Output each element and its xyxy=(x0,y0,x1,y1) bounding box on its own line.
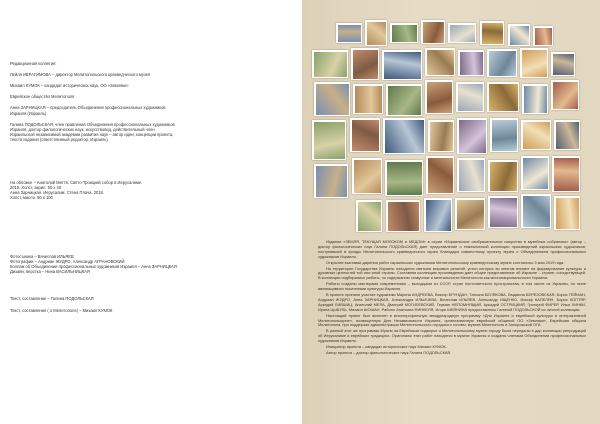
line: Израиля, доктор филологических наук, искусствовед, действительный член xyxy=(10,126,155,132)
painting-thumbnail xyxy=(521,156,549,190)
painting-thumbnail xyxy=(386,200,420,232)
painting-thumbnail xyxy=(352,158,382,194)
line: Анна ЗАРНИЦКАЯ – председатель Объединения профессиональных художников xyxy=(10,105,166,111)
painting-thumbnail xyxy=(551,80,579,110)
painting-thumbnail xyxy=(508,24,530,46)
painting-thumbnail xyxy=(336,23,362,43)
line: Дизайн, верстка – Нина ВАСИЛЬНИЦКАЯ xyxy=(10,269,90,275)
painting-thumbnail xyxy=(312,120,346,160)
painting-thumbnail xyxy=(314,82,350,116)
painting-thumbnail xyxy=(350,118,380,152)
line: Редакционная коллегия: xyxy=(10,61,57,66)
line: 2019. Холст, акрил. 50 х 40 xyxy=(10,185,62,191)
line: Фотосъемка – Вячеслав ИЛЬЯЕВ xyxy=(10,254,74,259)
painting-thumbnail xyxy=(480,21,504,45)
painting-thumbnail xyxy=(455,198,485,230)
painting-thumbnail xyxy=(554,196,580,230)
painting-thumbnail xyxy=(426,156,454,194)
painting-thumbnail xyxy=(522,84,548,114)
line: Израильской независимой академии развития наук – автор идеи, концепции проекта, xyxy=(10,131,174,137)
painting-thumbnail xyxy=(521,194,551,228)
paragraph: Открытие выставки-дарения работ израильских художников Мелитопольскому краеведческому музею состоялось 3 мая 2019 года. xyxy=(326,259,565,265)
paragraph: Настоящий проект был включен в многопрофильную международную программу «Дни Израиля и еврейской культуры в интерактивной Мелитопольщине», посвященную Дню Независимости Израиля, организованную еврейской общиной ОО «Земляки», Еврейская община Мелитополя, при поддержке администрации Мелитопольского городского головы, музеев Мелитополя и Запорожской ОГА. xyxy=(318,312,586,328)
painting-thumbnail xyxy=(314,164,348,198)
line: Лейля ИБРАГИМОВА – директор Мелитопольского краеведческого музея xyxy=(10,72,151,78)
painting-thumbnail xyxy=(457,158,485,192)
paragraph: В разный этот же программы Музею на Еврейском подворье и Мелитопольскому музею городу были переданы в дар коллекции репродукций об Иерусалиме и еврейских традициях. Оригиналы этих работ находятся в музеях Украины и созданы членами Объединения профессиональных художников Израиля. xyxy=(318,328,586,344)
painting-thumbnail xyxy=(520,48,548,78)
painting-thumbnail xyxy=(351,48,379,80)
painting-collage xyxy=(312,20,594,235)
paragraph: На территории Государства Израиль находятся святыни мировых религий, устои которых во многом влияют на формирование культуры и духовных ценностей той или иной страны. Составляя коллекцию произведения дает общее представление об Израиле – стране, соседствующей. В коллекции подбирались работы, по содержанию созвучные и ментальности Мелитополя как многонациональности Украины. xyxy=(318,265,586,281)
painting-thumbnail xyxy=(457,118,487,154)
painting-thumbnail xyxy=(551,52,575,76)
painting-thumbnail xyxy=(490,118,518,152)
painting-thumbnail xyxy=(456,82,484,112)
line: Текст, составление ( о Мелитополе) – Михаил КУМОК xyxy=(10,308,113,313)
painting-thumbnail xyxy=(312,50,348,78)
line: Текст, составление – Галина ПОДОЛЬСКАЯ xyxy=(10,296,94,301)
painting-thumbnail xyxy=(521,120,551,150)
painting-thumbnail xyxy=(383,118,425,154)
paragraph: Инициатор проекта – кандидат исторических наук Михаил КУМОК. xyxy=(326,344,447,350)
line: Коллаж об Объединении профессиональных художников Израиля – Анна ЗАРНИЦКАЯ xyxy=(10,264,177,270)
painting-thumbnail xyxy=(488,196,518,228)
painting-thumbnail xyxy=(552,156,580,192)
painting-thumbnail xyxy=(554,120,580,150)
painting-thumbnail xyxy=(424,198,452,232)
painting-thumbnail xyxy=(421,20,445,44)
painting-thumbnail xyxy=(356,200,382,232)
painting-thumbnail xyxy=(425,48,455,76)
painting-thumbnail xyxy=(386,84,422,116)
painting-thumbnail xyxy=(365,20,387,46)
painting-thumbnail xyxy=(448,23,476,43)
line: Израиля (Израиль) xyxy=(10,110,47,116)
painting-thumbnail xyxy=(390,23,418,43)
painting-thumbnail xyxy=(428,120,454,152)
painting-thumbnail xyxy=(533,26,553,46)
line: На обложке – Анатолий Миттв. Свято-Троицкий собор в Иерусалиме. xyxy=(10,180,143,185)
painting-thumbnail xyxy=(488,160,518,192)
paragraph: Работы созданы мастерами современники – выходцами из СССР, стран постсоветского пространства, в том числе из Украины, но ныне являющимися носителями культуры Израиля. xyxy=(318,281,586,292)
painting-thumbnail xyxy=(425,80,453,114)
line: Анна Зарницкая. Иерусалим. Стена Плача. 2018. xyxy=(10,190,104,196)
line: Галина ПОДОЛЬСКАЯ, член правления Объединения профессиональных художников xyxy=(10,121,175,127)
intro-text xyxy=(318,240,586,357)
painting-thumbnail xyxy=(382,50,422,80)
painting-thumbnail xyxy=(458,50,484,76)
line: текста издания (ответственный редактор, Израиль) xyxy=(10,136,108,142)
painting-thumbnail xyxy=(487,49,517,77)
paragraph: Автор проекта – доктор филологических наук Галина ПОДОЛЬСКАЯ. xyxy=(326,350,452,356)
line: Фотографии – Андриан ЖУДРО, Александр АГРАНОВСКИЙ xyxy=(10,259,125,265)
painting-thumbnail xyxy=(353,84,383,114)
painting-thumbnail xyxy=(385,160,423,196)
painting-thumbnail xyxy=(487,82,519,112)
line: Михаил КУМОК – кандидат исторических наук, ОО «Земляки» xyxy=(10,83,129,89)
line: Холст, масло. 50 х 100 xyxy=(10,195,53,201)
paragraph: Издание «ЗЕМЛЯ, ТЕКУЩАЯ МОЛОКОМ и МЕДОМ» в серии «Израильское изобразительное искусство в музейных собраниях» (автор – доктор филологических наук Галина ПОДОЛЬСКАЯ) дает представление о тематической коллекции произведений израильских художников, поступившей в фонды Мелитопольского краеведческого музея благодаря совместному проекту музея с Объединением профессиональных художников Израиля. xyxy=(318,239,586,259)
line: Еврейское общество Мелитополя xyxy=(10,94,75,100)
paragraph: В проекте приняли участие художники Марина АНДРЕЕВА, Виктор БРУНДАН, Татьяна БЕЛЯКОВА, Людмила БЕРЕЗОВСКАЯ, Борис ГЕЙМАН, Андриан ЖУДРО, Анна ЗАРНИЦКАЯ, Александра ИЛЬИЧЕВА, Вячеслав ИЛЬЯЕВ, Александр ИЩЕНКО, Иосиф КАПЕЛЯН, Борис КОПТЯР, Аркадий ЛИВШИЦ, Анатолий МЕЛА, Дмитрий МОГИЛЕВСКИЙ, Герман НЕПОМНЯЩИЙ, Аркадий ОСТРИЦКИЙ, Григорий ФИРЕР, Илья ХИНКИ, Ирина ЦЫБУЛЬ, Михаил ШОШАН. Работы Анатолия ФИНКЕЛЯ, Игоря ШЕЙНИНА предоставлены Галиной ПОДОЛЬСКОЙ из личной коллекции. xyxy=(318,292,586,312)
